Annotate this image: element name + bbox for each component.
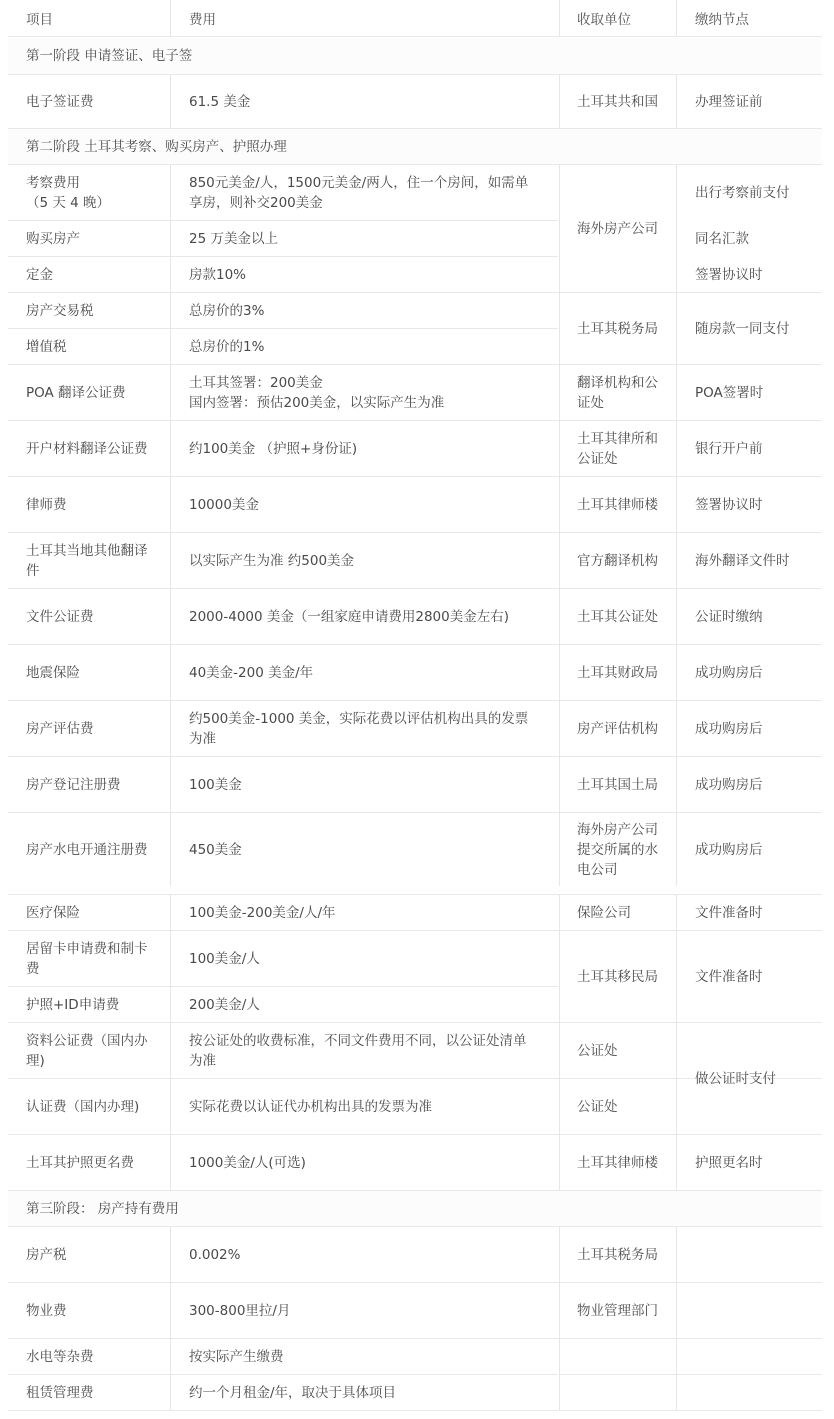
item-cell: 土耳其当地其他翻译件 [26,543,148,579]
item-cell: 租赁管理费 [26,1385,94,1401]
timing-cell: 签署协议时 [695,497,763,513]
column-divider [559,75,560,129]
payee-cell: 公证处 [577,1043,618,1059]
payee-cell: 房产评估机构 [577,721,658,737]
fee-cell: 100美金/人 [189,951,260,967]
header-payee: 收取单位 [577,12,631,28]
timing-cell: 成功购房后 [695,842,763,858]
payee-cell: 土耳其移民局 [577,969,658,985]
timing-cell: 公证时缴纳 [695,609,763,625]
item-cell: 房产登记注册费 [26,777,121,793]
column-divider [170,0,171,37]
fee-cell: 10000美金 [189,497,259,513]
section-title-stage-2: 第二阶段 土耳其考察、购买房产、护照办理 [26,139,287,155]
section-title-stage-1: 第一阶段 申请签证、电子签 [26,48,193,64]
fee-cell: 40美金-200 美金/年 [189,665,314,681]
payee-cell: 海外房产公司 [577,221,658,237]
item-cell: 房产交易税 [26,303,94,319]
fee-cell: 约一个月租金/年，取决于具体项目 [189,1385,397,1401]
payee-cell: 土耳其律师楼 [577,1155,658,1171]
item-cell: 购买房产 [26,231,80,247]
item-cell: 开户材料翻译公证费 [26,441,148,457]
payee-cell: 土耳其律师楼 [577,497,658,513]
payee-cell: 物业管理部门 [577,1303,658,1319]
column-divider [676,0,677,37]
timing-cell: 办理签证前 [695,94,763,110]
payee-cell: 官方翻译机构 [577,553,658,569]
section-title-stage-3: 第三阶段： 房产持有费用 [26,1201,179,1217]
column-divider [559,1227,560,1411]
fee-cell: 总房价的1% [189,339,265,355]
fee-cell: 25 万美金以上 [189,231,278,247]
fee-cell: 61.5 美金 [189,94,251,110]
column-divider [676,75,677,129]
payee-cell: 土耳其共和国 [577,94,658,110]
item-cell: 定金 [26,267,53,283]
item-cell: 房产税 [26,1247,67,1263]
fee-cell: 100美金 [189,777,242,793]
row-divider [559,1374,822,1375]
item-cell: 考察费用 （5 天 4 晚） [26,175,111,211]
item-cell: 房产评估费 [26,721,94,737]
fee-cell: 按公证处的收费标准，不同文件费用不同，以公证处清单为准 [189,1033,527,1069]
item-cell: 电子签证费 [26,94,94,110]
item-cell: 文件公证费 [26,609,94,625]
fee-cell: 以实际产生为准 约500美金 [189,553,355,569]
payee-cell: 保险公司 [577,905,631,921]
timing-cell: 出行考察前支付 [695,185,790,201]
fee-cell: 约100美金 （护照+身份证) [189,441,358,457]
item-cell: POA 翻译公证费 [26,385,126,401]
payee-cell: 土耳其税务局 [577,1247,658,1263]
item-cell: 认证费（国内办理) [26,1099,140,1115]
fee-cell: 实际花费以认证代办机构出具的发票为准 [189,1099,432,1115]
timing-cell: 文件准备时 [695,969,763,985]
item-cell: 居留卡申请费和制卡费 [26,941,148,977]
payee-cell: 土耳其律所和公证处 [577,431,658,467]
fee-cell: 约500美金-1000 美金，实际花费以评估机构出具的发票为准 [189,711,529,747]
payee-cell: 土耳其公证处 [577,609,658,625]
payee-cell: 土耳其税务局 [577,321,658,337]
column-divider [559,0,560,37]
fee-cell: 1000美金/人(可选) [189,1155,306,1171]
item-cell: 地震保险 [26,665,80,681]
column-divider [170,1227,171,1411]
fee-cell: 房款10% [189,267,247,283]
fee-cell: 100美金-200美金/人/年 [189,905,336,921]
fee-cell: 450美金 [189,842,242,858]
timing-cell: 成功购房后 [695,665,763,681]
column-divider [170,75,171,129]
fee-cell: 200美金/人 [189,997,260,1013]
column-divider [559,165,560,1191]
fee-cell: 0.002% [189,1247,241,1263]
item-cell: 水电等杂费 [26,1349,94,1365]
timing-cell: 成功购房后 [695,777,763,793]
timing-cell: 银行开户前 [695,441,763,457]
item-cell: 护照+ID申请费 [26,997,120,1013]
item-cell: 律师费 [26,497,67,513]
fee-cell: 2000-4000 美金（一组家庭申请费用2800美金左右) [189,609,509,625]
payee-cell: 翻译机构和公证处 [577,375,658,411]
fee-cell: 土耳其签署：200美金 国内签署：预估200美金，以实际产生为准 [189,375,445,411]
header-timing: 缴纳节点 [695,12,749,28]
timing-cell: 同名汇款 [695,231,749,247]
timing-cell: POA签署时 [695,385,764,401]
payee-cell: 土耳其财政局 [577,665,658,681]
item-cell: 土耳其护照更名费 [26,1155,134,1171]
column-divider [676,1227,677,1411]
payee-cell: 公证处 [577,1099,618,1115]
item-cell: 医疗保险 [26,905,80,921]
header-fee: 费用 [189,12,216,28]
column-divider [676,165,677,1191]
item-cell: 房产水电开通注册费 [26,842,148,858]
timing-cell: 护照更名时 [695,1155,763,1171]
header-item: 项目 [26,12,53,28]
payee-cell: 土耳其国土局 [577,777,658,793]
timing-cell: 成功购房后 [695,721,763,737]
fee-cell: 850元美金/人，1500元美金/两人，住一个房间，如需单享房，则补交200美金 [189,175,529,211]
fee-cell: 总房价的3% [189,303,265,319]
row-divider [559,1410,822,1411]
fee-cell: 按实际产生缴费 [189,1349,284,1365]
fee-cell: 300-800里拉/月 [189,1303,291,1319]
item-cell: 物业费 [26,1303,67,1319]
timing-cell: 做公证时支付 [695,1071,776,1087]
timing-cell: 签署协议时 [695,267,763,283]
timing-cell: 海外翻译文件时 [695,553,790,569]
timing-cell: 随房款一同支付 [695,321,790,337]
item-cell: 资料公证费（国内办理) [26,1033,148,1069]
payee-cell: 海外房产公司提交所属的水电公司 [577,822,658,878]
timing-cell: 文件准备时 [695,905,763,921]
item-cell: 增值税 [26,339,67,355]
column-divider [170,165,171,1191]
